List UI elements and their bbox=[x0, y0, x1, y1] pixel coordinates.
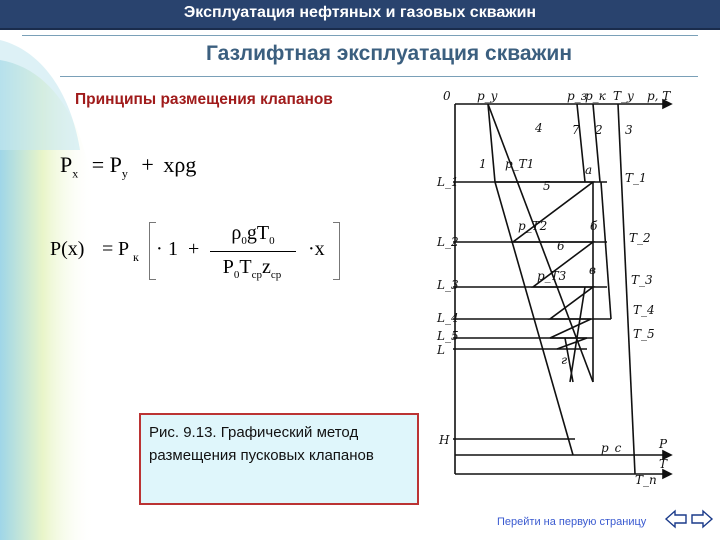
f1-eq: = bbox=[91, 152, 105, 177]
lbl-L1: L_1 bbox=[437, 175, 459, 189]
title-divider bbox=[60, 76, 698, 77]
f2-num-rho: ρ bbox=[231, 222, 242, 244]
lbl-L3: L_3 bbox=[437, 278, 459, 292]
lbl-v: в bbox=[589, 263, 596, 277]
lbl-L2: L_2 bbox=[437, 235, 459, 249]
lbl-pk: p_к bbox=[585, 89, 606, 103]
lbl-g: г bbox=[561, 353, 568, 367]
top-divider bbox=[22, 35, 698, 36]
f2-den-t: T bbox=[239, 256, 252, 278]
line-2 bbox=[593, 104, 600, 182]
slide-title: Газлифтная эксплуатация скважин bbox=[206, 42, 573, 65]
f2-den-sub0: 0 bbox=[233, 269, 240, 281]
formula-hydrostatic bbox=[60, 152, 196, 181]
f2-numerator bbox=[208, 222, 298, 247]
f2-left-bracket bbox=[149, 222, 156, 280]
f2-den-p: P bbox=[222, 256, 234, 278]
lbl-5: 5 bbox=[543, 179, 551, 193]
lbl-T2: T_2 bbox=[629, 231, 651, 245]
lbl-pT2: p_T2 bbox=[518, 219, 548, 233]
lbl-L: L bbox=[437, 343, 445, 357]
header-title: Эксплуатация нефтяных и газовых скважин bbox=[183, 4, 537, 21]
lbl-pT3: p_T3 bbox=[537, 269, 567, 283]
f2-den-sub2: ср bbox=[270, 269, 282, 281]
f1-lhs-sub: x bbox=[72, 166, 79, 181]
lbl-pc: p_c bbox=[601, 441, 622, 455]
f1-plus: + bbox=[141, 152, 154, 177]
lbl-L5: L_5 bbox=[437, 329, 459, 343]
lbl-L4: L_4 bbox=[437, 311, 459, 325]
f2-right-bracket bbox=[333, 222, 340, 280]
t-axis-arrow bbox=[663, 470, 671, 478]
f2-p-sub: к bbox=[133, 250, 139, 264]
lbl-7: 7 bbox=[572, 123, 580, 137]
f2-num-rest: gT bbox=[246, 222, 270, 244]
lbl-H: H bbox=[439, 433, 450, 447]
valve-placement-diagram bbox=[425, 82, 687, 488]
f2-one: 1 bbox=[168, 238, 178, 260]
slide-subtitle: Принципы размещения клапанов bbox=[75, 91, 333, 108]
prev-arrow-icon[interactable] bbox=[664, 508, 688, 530]
header-bar bbox=[0, 0, 720, 30]
formula-pressure bbox=[50, 222, 350, 298]
f1-p-sub: y bbox=[121, 166, 128, 181]
f2-den-z: z bbox=[261, 256, 271, 278]
f2-plus: + bbox=[188, 238, 200, 260]
lbl-T5: T_5 bbox=[633, 327, 655, 341]
next-arrow-icon[interactable] bbox=[690, 508, 714, 530]
f2-p: P bbox=[118, 238, 130, 260]
lbl-Tn: T_п bbox=[635, 473, 657, 487]
lbl-1: 1 bbox=[479, 157, 487, 171]
f2-den-sub1: ср bbox=[251, 269, 262, 281]
lower-line bbox=[570, 287, 585, 382]
f1-term: xρg bbox=[163, 152, 197, 177]
lbl-T4: T_4 bbox=[633, 303, 655, 317]
lbl-3: 3 bbox=[625, 123, 633, 137]
f2-num-sub1: 0 bbox=[269, 235, 275, 247]
lbl-py: p_y bbox=[477, 89, 498, 103]
lbl-Ty: T_y bbox=[613, 89, 634, 103]
line-1 bbox=[488, 104, 495, 182]
lbl-T1: T_1 bbox=[625, 171, 647, 185]
lbl-a: а bbox=[585, 163, 593, 177]
f2-lhs: P(x) bbox=[50, 238, 85, 260]
f2-num-sub0: 0 bbox=[241, 235, 247, 247]
lbl-2: 2 bbox=[595, 123, 603, 137]
f2-dot: · bbox=[156, 238, 163, 260]
diagram-svg bbox=[425, 82, 687, 488]
f1-p: P bbox=[109, 152, 122, 177]
f2-eq: = bbox=[102, 238, 114, 260]
lbl-pz: p_з bbox=[567, 89, 588, 103]
lbl-origin: 0 bbox=[443, 89, 451, 103]
lbl-b: б bbox=[590, 219, 598, 233]
lbl-pT: p, T bbox=[647, 89, 671, 103]
f1-lhs: P bbox=[60, 152, 73, 177]
lbl-pT1: p_T1 bbox=[505, 157, 535, 171]
f2-fraction-bar bbox=[210, 251, 296, 252]
line-T bbox=[601, 182, 611, 319]
lbl-6: 6 bbox=[557, 239, 565, 253]
lbl-T: T bbox=[659, 457, 668, 471]
lbl-T3: T_3 bbox=[631, 273, 653, 287]
f2-denominator bbox=[202, 256, 302, 281]
line-7 bbox=[577, 104, 585, 182]
lbl-4: 4 bbox=[535, 121, 543, 135]
lbl-P: P bbox=[659, 437, 668, 451]
figure-caption: Рис. 9.13. Графический метод размещения пусковых клапанов bbox=[139, 413, 419, 505]
f2-tail: ·x bbox=[308, 238, 325, 260]
temperature-line-3 bbox=[618, 104, 635, 474]
zigzag-gas-line bbox=[495, 182, 593, 349]
first-page-link[interactable]: Перейти на первую страницу bbox=[497, 516, 647, 528]
